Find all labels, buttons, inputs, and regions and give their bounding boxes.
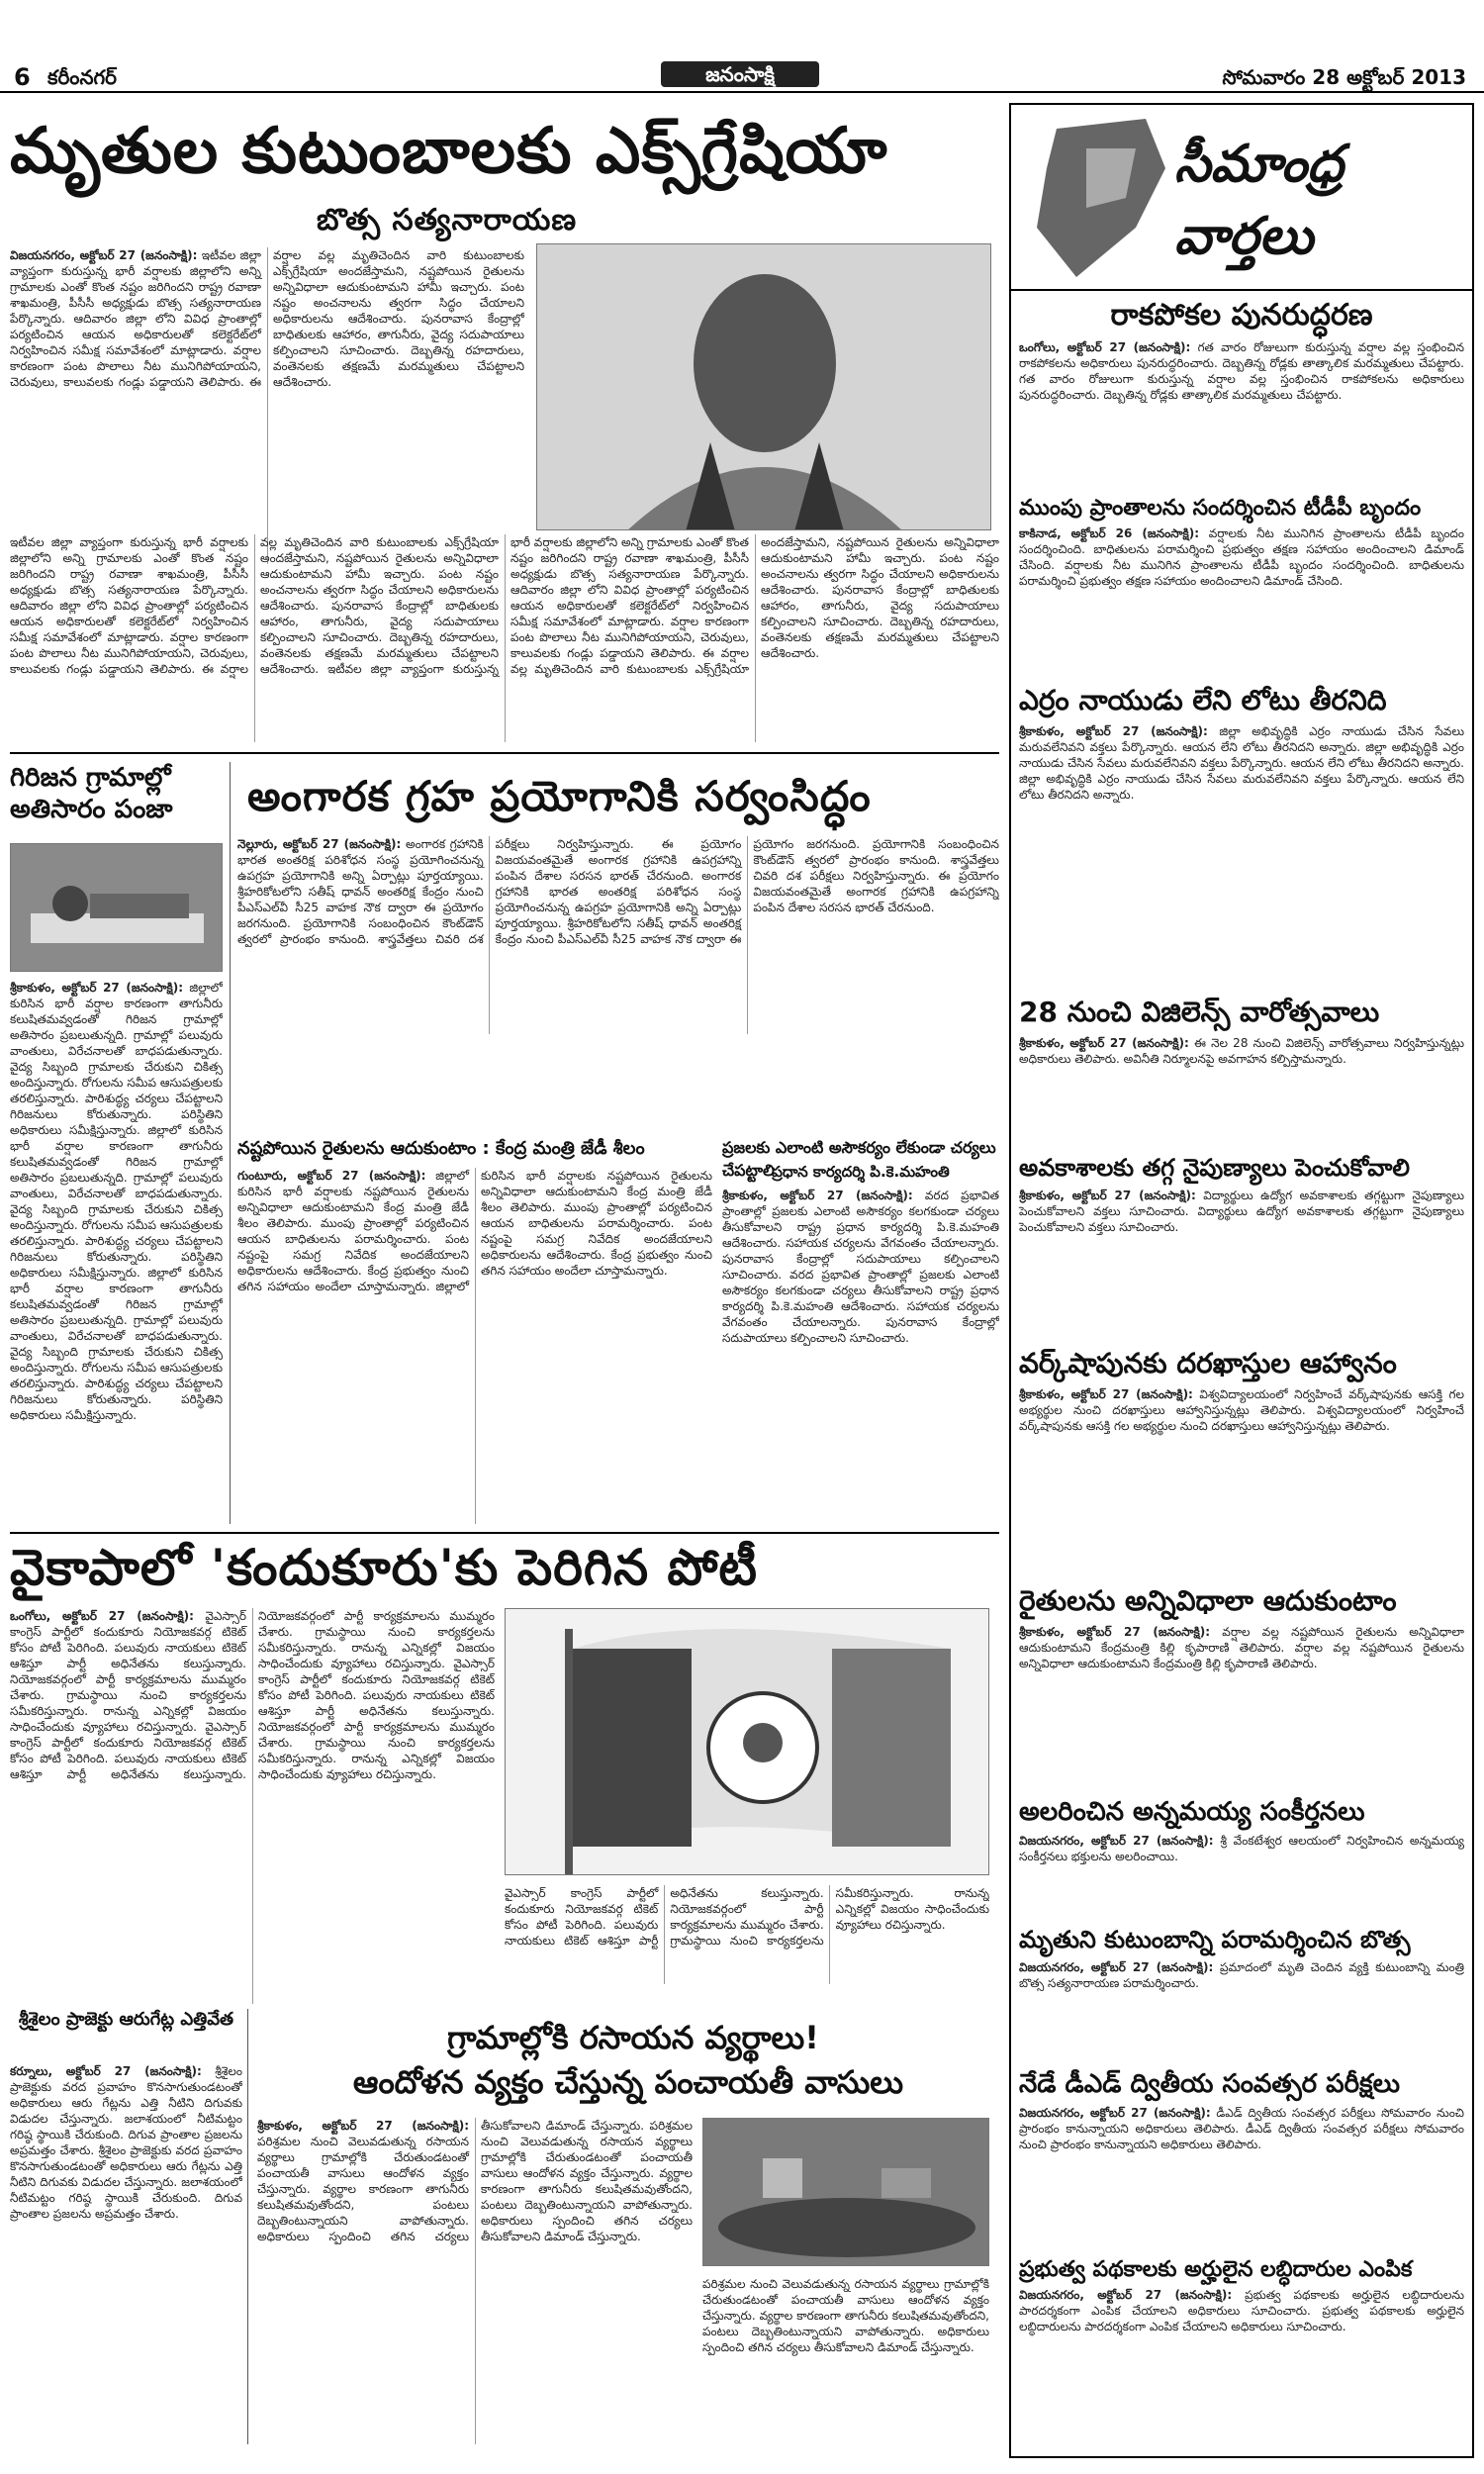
news-item: నేడే డీఎడ్ ద్వితీయ సంవత్సర పరీక్షలు విజయనగరం, అక్టోబర్ 27 (జనంసాక్షి): డీఎడ్ ద్వితీయ సంవత్సర పరీక్షలు సోమవారం నుంచి ప్రారంభం కానున్నాయని అధికారులు తెలిపారు. డీఎడ్ ద్వితీయ సంవత్సర పరీక్షలు సోమవారం నుంచి ప్రారంభం కానున్నాయని అధికారులు తెలిపారు. — [1019, 2069, 1464, 2151]
left-col-body: శ్రీకాకుళం, అక్టోబర్ 27 (జనంసాక్షి): జిల్లాలో కురిసిన భారీ వర్షాల కారణంగా తాగునీరు కలుషితమవ్వడంతో గిరిజన గ్రామాల్లో అతిసారం ప్రబలుతున్నది. గ్రామాల్లో పలువురు వాంతులు, విరేచనాలతో బాధపడుతున్నారు. వైద్య సిబ్బంది గ్రామాలకు చేరుకుని చికిత్స అందిస్తున్నారు. రోగులను సమీప ఆసుపత్రులకు తరలిస్తున్నారు. పారిశుద్ధ్య చర్యలు చేపట్టాలని గిరిజనులు కోరుతున్నారు. పరిస్థితిని అధికారులు సమీక్షిస్తున్నారు. జిల్లాలో కురిసిన భారీ వర్షాల కారణంగా తాగునీరు కలుషితమవ్వడంతో గిరిజన గ్రామాల్లో అతిసారం ప్రబలుతున్నది. గ్రామాల్లో పలువురు వాంతులు, విరేచనాలతో బాధపడుతున్నారు. వైద్య సిబ్బంది గ్రామాలకు చేరుకుని చికిత్స అందిస్తున్నారు. రోగులను సమీప ఆసుపత్రులకు తరలిస్తున్నారు. పారిశుద్ధ్య చర్యలు చేపట్టాలని గిరిజనులు కోరుతున్నారు. పరిస్థితిని అధికారులు సమీక్షిస్తున్నారు. జిల్లాలో కురిసిన భారీ వర్షాల కారణంగా తాగునీరు కలుషితమవ్వడంతో గిరిజన గ్రామాల్లో అతిసారం ప్రబలుతున్నది. గ్రామాల్లో పలువురు వాంతులు, విరేచనాలతో బాధపడుతున్నారు. వైద్య సిబ్బంది గ్రామాలకు చేరుకుని చికిత్స అందిస్తున్నారు. రోగులను సమీప ఆసుపత్రులకు తరలిస్తున్నారు. పారిశుద్ధ్య చర్యలు చేపట్టాలని గిరిజనులు కోరుతున్నారు. పరిస్థితిని అధికారులు సమీక్షిస్తున్నారు. — [10, 981, 223, 1422]
news-item: అవకాశాలకు తగ్గ నైపుణ్యాలు పెంచుకోవాలి శ్రీకాకుళం, అక్టోబర్ 27 (జనంసాక్షి): విద్యార్థులు ఉద్యోగ అవకాశాలకు తగ్గట్టుగా నైపుణ్యాలు పెంచుకోవాలని వక్తలు సూచించారు. విద్యార్థులు ఉద్యోగ అవకాశాలకు తగ్గట్టుగా నైపుణ్యాలు పెంచుకోవాలని వక్తలు సూచించారు. — [1019, 1154, 1464, 1234]
left-col-title: గిరిజన గ్రామాల్లో అతిసారం పంజా — [10, 763, 173, 824]
lead-dateline: విజయనగరం, అక్టోబర్ 27 (జనంసాక్షి): — [10, 248, 198, 262]
patients-photo — [10, 843, 223, 972]
nashtam-body: గుంటూరు, అక్టోబర్ 27 (జనంసాక్షి): జిల్లాలో కురిసిన భారీ వర్షాలకు నష్టపోయిన రైతులను అన్నివిధాలా ఆదుకుంటామని కేంద్ర మంత్రి జేడీ శీలం తెలిపారు. ముంపు ప్రాంతాల్లో పర్యటించిన ఆయన బాధితులను పరామర్శించారు. పంట నష్టంపై సమగ్ర నివేదిక అందజేయాలని అధికారులను ఆదేశించారు. కేంద్ర ప్రభుత్వం నుంచి తగిన సహాయం అందేలా చూస్తామన్నారు. జిల్లాలో కురిసిన భారీ వర్షాలకు నష్టపోయిన రైతులను అన్నివిధాలా ఆదుకుంటామని కేంద్ర మంత్రి జేడీ శీలం తెలిపారు. ముంపు ప్రాంతాల్లో పర్యటించిన ఆయన బాధితులను పరామర్శించారు. పంట నష్టంపై సమగ్ర నివేదిక అందజేయాలని అధికారులను ఆదేశించారు. కేంద్ర ప్రభుత్వం నుంచి తగిన సహాయం అందేలా చూస్తామన్నారు. — [237, 1169, 712, 1293]
ycp-headline: వైకాపాలో 'కందుకూరు'కు పెరిగిన పోటీ — [10, 1539, 759, 1596]
masthead-logo: జనంసాక్షి — [661, 61, 819, 87]
news-item: రైతులను అన్నివిధాలా ఆదుకుంటాం శ్రీకాకుళం, అక్టోబర్ 27 (జనంసాక్షి): వర్షాల వల్ల నష్టపోయిన రైతులను అన్నివిధాలా ఆదుకుంటామని కేంద్రమంత్రి కిల్లి కృపారాణి తెలిపారు. వర్షాల వల్ల నష్టపోయిన రైతులను అన్నివిధాలా ఆదుకుంటామని కేంద్రమంత్రి కిల్లి కృపారాణి తెలిపారు. — [1019, 1584, 1464, 1670]
news-item: ప్రభుత్వ పథకాలకు అర్హులైన లబ్ధిదారుల ఎంపిక విజయనగరం, అక్టోబర్ 27 (జనంసాక్షి): ప్రభుత్వ పథకాలకు అర్హులైన లబ్ధిదారులను పారదర్శకంగా ఎంపిక చేయాలని అధికారులు సూచించారు. ప్రభుత్వ పథకాలకు అర్హులైన లబ్ధిదారులను పారదర్శకంగా ఎంపిక చేయాలని అధికారులు సూచించారు. — [1019, 2257, 1465, 2333]
party-flag-icon — [506, 1609, 989, 1875]
chem-waste-photo — [702, 2118, 989, 2266]
chem-subheadline: ఆందోళన వ్యక్తం చేస్తున్న పంచాయతీ వాసులు — [352, 2063, 904, 2101]
news-item: 28 నుంచి విజిలెన్స్ వారోత్సవాలు శ్రీకాకుళం, అక్టోబర్ 27 (జనంసాక్షి): ఈ నెల 28 నుంచి విజిలెన్స్ వారోత్సవాలు నిర్వహిస్తున్నట్లు అధికారులు తెలిపారు. అవినీతి నిర్మూలనపై అవగాహన కల్పిస్తామన్నారు. — [1019, 996, 1464, 1066]
news-item: అలరించిన అన్నమయ్య సంకీర్తనలు విజయనగరం, అక్టోబర్ 27 (జనంసాక్షి): శ్రీ వేంకటేశ్వర ఆలయంలో నిర్వహించిన అన్నమయ్య సంకీర్తనలు భక్తులను అలరించాయి. — [1019, 1797, 1464, 1863]
lead-headline: మృతుల కుటుంబాలకు ఎక్స్‌గ్రేషియా — [10, 115, 888, 188]
hospital-bed-icon — [11, 844, 223, 972]
news-item: రాకపోకల పునరుద్ధరణ ఒంగోలు, అక్టోబర్ 27 (జనంసాక్షి): గత వారం రోజులుగా కురుస్తున్న వర్షాల వల్ల స్తంభించిన రాకపోకలను అధికారులు పునరుద్ధరించారు. దెబ్బతిన్న రోడ్లకు తాత్కాలిక మరమ్మతులు చేపట్టారు. గత వారం రోజులుగా కురుస్తున్న వర్షాల వల్ల స్తంభించిన రాకపోకలను అధికారులు పునరుద్ధరించారు. దెబ్బతిన్న రోడ్లకు తాత్కాలిక మరమ్మతులు చేపట్టారు. — [1019, 298, 1464, 402]
lead-body-text: ఇటీవల జిల్లా వ్యాప్తంగా కురుస్తున్న భారీ వర్షాలకు జిల్లాలోని అన్ని గ్రామాలకు ఎంతో కొంత నష్టం జరిగిందని రాష్ట్ర రవాణా శాఖమంత్రి, పీసీసీ అధ్యక్షుడు బొత్స సత్యనారాయణ పేర్కొన్నారు. ఆదివారం జిల్లా లోని వివిధ ప్రాంతాల్లో పర్యటించిన ఆయన అధికారులతో కలెక్టరేట్‌లో నిర్వహించిన సమీక్ష సమావేశంలో మాట్లాడారు. వర్షాల కారణంగా పంట పొలాలు నీట మునిగిపోయాయని, చెరువులు, కాలువలకు గండ్లు పడ్డాయని తెలిపారు. ఈ వర్షాల వల్ల మృతిచెందిన వారి కుటుంబాలకు ఎక్స్‌గ్రేషియా అందజేస్తామని, నష్టపోయిన రైతులను అన్నివిధాలా ఆదుకుంటామని హామీ ఇచ్చారు. పంట నష్టం అంచనాలను త్వరగా సిద్ధం చేయాలని అధికారులను ఆదేశించారు. పునరావాస కేంద్రాల్లో బాధితులకు ఆహారం, తాగునీరు, వైద్య సదుపాయాలు కల్పించాలని సూచించారు. దెబ్బతిన్న రహదారులు, వంతెనలకు తక్షణమే మరమ్మతులు చేపట్టాలని ఆదేశించారు. — [10, 248, 524, 389]
seemandhra-box — [1009, 103, 1474, 2458]
page-number: 6 — [14, 63, 31, 91]
issue-date: సోమవారం 28 అక్టోబర్ 2013 — [1222, 65, 1466, 89]
news-item: మృతుని కుటుంబాన్ని పరామర్శించిన బొత్స విజయనగరం, అక్టోబర్ 27 (జనంసాక్షి): ప్రమాదంలో మృతి చెందిన వ్యక్తి కుటుంబాన్ని మంత్రి బొత్స సత్యనారాయణ పరామర్శించారు. — [1019, 1926, 1464, 1990]
ycp-body: ఒంగోలు, అక్టోబర్ 27 (జనంసాక్షి): వైఎస్సార్ కాంగ్రెస్ పార్టీలో కందుకూరు నియోజకవర్గ టికెట్ కోసం పోటీ పెరిగింది. పలువురు నాయకులు టికెట్ ఆశిస్తూ పార్టీ అధినేతను కలుస్తున్నారు. నియోజకవర్గంలో పార్టీ కార్యక్రమాలను ముమ్మరం చేశారు. గ్రామస్థాయి నుంచి కార్యకర్తలను సమీకరిస్తున్నారు. రానున్న ఎన్నికల్లో విజయం సాధించేందుకు వ్యూహాలు రచిస్తున్నారు. వైఎస్సార్ కాంగ్రెస్ పార్టీలో కందుకూరు నియోజకవర్గ టికెట్ కోసం పోటీ పెరిగింది. పలువురు నాయకులు టికెట్ ఆశిస్తూ పార్టీ అధినేతను కలుస్తున్నారు. నియోజకవర్గంలో పార్టీ కార్యక్రమాలను ముమ్మరం చేశారు. గ్రామస్థాయి నుంచి కార్యకర్తలను సమీకరిస్తున్నారు. రానున్న ఎన్నికల్లో విజయం సాధించేందుకు వ్యూహాలు రచిస్తున్నారు. వైఎస్సార్ కాంగ్రెస్ పార్టీలో కందుకూరు నియోజకవర్గ టికెట్ కోసం పోటీ పెరిగింది. పలువురు నాయకులు టికెట్ ఆశిస్తూ పార్టీ అధినేతను కలుస్తున్నారు. నియోజకవర్గంలో పార్టీ కార్యక్రమాలను ముమ్మరం చేశారు. గ్రామస్థాయి నుంచి కార్యకర్తలను సమీకరిస్తున్నారు. రానున్న ఎన్నికల్లో విజయం సాధించేందుకు వ్యూహాలు రచిస్తున్నారు. — [10, 1609, 495, 1781]
lead-body-continued: ఇటీవల జిల్లా వ్యాప్తంగా కురుస్తున్న భారీ వర్షాలకు జిల్లాలోని అన్ని గ్రామాలకు ఎంతో కొంత నష్టం జరిగిందని రాష్ట్ర రవాణా శాఖమంత్రి, పీసీసీ అధ్యక్షుడు బొత్స సత్యనారాయణ పేర్కొన్నారు. ఆదివారం జిల్లా లోని వివిధ ప్రాంతాల్లో పర్యటించిన ఆయన అధికారులతో కలెక్టరేట్‌లో నిర్వహించిన సమీక్ష సమావేశంలో మాట్లాడారు. వర్షాల కారణంగా పంట పొలాలు నీట మునిగిపోయాయని, చెరువులు, కాలువలకు గండ్లు పడ్డాయని తెలిపారు. ఈ వర్షాల వల్ల మృతిచెందిన వారి కుటుంబాలకు ఎక్స్‌గ్రేషియా అందజేస్తామని, నష్టపోయిన రైతులను అన్నివిధాలా ఆదుకుంటామని హామీ ఇచ్చారు. పంట నష్టం అంచనాలను త్వరగా సిద్ధం చేయాలని అధికారులను ఆదేశించారు. పునరావాస కేంద్రాల్లో బాధితులకు ఆహారం, తాగునీరు, వైద్య సదుపాయాలు కల్పించాలని సూచించారు. దెబ్బతిన్న రహదారులు, వంతెనలకు తక్షణమే మరమ్మతులు చేపట్టాలని ఆదేశించారు. ఇటీవల జిల్లా వ్యాప్తంగా కురుస్తున్న భారీ వర్షాలకు జిల్లాలోని అన్ని గ్రామాలకు ఎంతో కొంత నష్టం జరిగిందని రాష్ట్ర రవాణా శాఖమంత్రి, పీసీసీ అధ్యక్షుడు బొత్స సత్యనారాయణ పేర్కొన్నారు. ఆదివారం జిల్లా లోని వివిధ ప్రాంతాల్లో పర్యటించిన ఆయన అధికారులతో కలెక్టరేట్‌లో నిర్వహించిన సమీక్ష సమావేశంలో మాట్లాడారు. వర్షాల కారణంగా పంట పొలాలు నీట మునిగిపోయాయని, చెరువులు, కాలువలకు గండ్లు పడ్డాయని తెలిపారు. ఈ వర్షాల వల్ల మృతిచెందిన వారి కుటుంబాలకు ఎక్స్‌గ్రేషియా అందజేస్తామని, నష్టపోయిన రైతులను అన్నివిధాలా ఆదుకుంటామని హామీ ఇచ్చారు. పంట నష్టం అంచనాలను త్వరగా సిద్ధం చేయాలని అధికారులను ఆదేశించారు. పునరావాస కేంద్రాల్లో బాధితులకు ఆహారం, తాగునీరు, వైద్య సదుపాయాలు కల్పించాలని సూచించారు. దెబ్బతిన్న రహదారులు, వంతెనలకు తక్షణమే మరమ్మతులు చేపట్టాలని ఆదేశించారు. — [10, 535, 999, 676]
state-map-icon — [1017, 109, 1175, 287]
edition-place: కరీంనగర్ — [47, 65, 117, 89]
news-item: ఎర్రం నాయుడు లేని లోటు తీరనిది శ్రీకాకుళం, అక్టోబర్ 27 (జనంసాక్షి): జిల్లా అభివృద్ధికి ఎర్రం నాయుడు చేసిన సేవలు మరువలేనివని వక్తలు పేర్కొన్నారు. ఆయన లేని లోటు తీరనిదని అన్నారు. జిల్లా అభివృద్ధికి ఎర్రం నాయుడు చేసిన సేవలు మరువలేనివని వక్తలు పేర్కొన్నారు. ఆయన లేని లోటు తీరనిదని అన్నారు. జిల్లా అభివృద్ధికి ఎర్రం నాయుడు చేసిన సేవలు మరువలేనివని వక్తలు పేర్కొన్నారు. ఆయన లేని లోటు తీరనిదని అన్నారు. — [1019, 684, 1464, 802]
ycp-flag-photo — [505, 1608, 989, 1875]
srisailam-title: శ్రీశైలం ప్రాజెక్టు ఆరుగేట్ల ఎత్తివేత — [18, 2009, 234, 2030]
mangal-body: నెల్లూరు, అక్టోబర్ 27 (జనంసాక్షి): అంగారక గ్రహానికి భారత అంతరిక్ష పరిశోధన సంస్థ ప్రయోగించనున్న ఉపగ్రహ ప్రయోగానికి అన్ని ఏర్పాట్లు పూర్తయ్యాయి. శ్రీహరికోటలోని సతీష్ ధావన్ అంతరిక్ష కేంద్రం నుంచి పీఎస్‌ఎల్‌వీ సీ25 వాహక నౌక ద్వారా ఈ ప్రయోగం జరగనుంది. ప్రయోగానికి సంబంధించిన కౌంట్‌డౌన్ త్వరలో ప్రారంభం కానుంది. శాస్త్రవేత్తలు చివరి దశ పరీక్షలు నిర్వహిస్తున్నారు. ఈ ప్రయోగం విజయవంతమైతే అంగారక గ్రహానికి ఉపగ్రహాన్ని పంపిన దేశాల సరసన భారత్ చేరనుంది. అంగారక గ్రహానికి భారత అంతరిక్ష పరిశోధన సంస్థ ప్రయోగించనున్న ఉపగ్రహ ప్రయోగానికి అన్ని ఏర్పాట్లు పూర్తయ్యాయి. శ్రీహరికోటలోని సతీష్ ధావన్ అంతరిక్ష కేంద్రం నుంచి పీఎస్‌ఎల్‌వీ సీ25 వాహక నౌక ద్వారా ఈ ప్రయోగం జరగనుంది. ప్రయోగానికి సంబంధించిన కౌంట్‌డౌన్ త్వరలో ప్రారంభం కానుంది. శాస్త్రవేత్తలు చివరి దశ పరీక్షలు నిర్వహిస్తున్నారు. ఈ ప్రయోగం విజయవంతమైతే అంగారక గ్రహానికి ఉపగ్రహాన్ని పంపిన దేశాల సరసన భారత్ చేరనుంది. — [237, 837, 999, 946]
praja-headline: ప్రజలకు ఎలాంటి అసౌకర్యం లేకుండా చర్యలు చేపట్టాలి — [722, 1138, 996, 1180]
praja-body: శ్రీకాకుళం, అక్టోబర్ 27 (జనంసాక్షి): వరద ప్రభావిత ప్రాంతాల్లో ప్రజలకు ఎలాంటి అసౌకర్యం కలగకుండా చర్యలు తీసుకోవాలని రాష్ట్ర ప్రధాన కార్యదర్శి పి.కె.మహంతి ఆదేశించారు. సహాయక చర్యలను వేగవంతం చేయాలన్నారు. పునరావాస కేంద్రాల్లో సదుపాయాలు కల్పించాలని సూచించారు. వరద ప్రభావిత ప్రాంతాల్లో ప్రజలకు ఎలాంటి అసౌకర్యం కలగకుండా చర్యలు తీసుకోవాలని రాష్ట్ర ప్రధాన కార్యదర్శి పి.కె.మహంతి ఆదేశించారు. సహాయక చర్యలను వేగవంతం చేయాలన్నారు. పునరావాస కేంద్రాల్లో సదుపాయాలు కల్పించాలని సూచించారు. — [722, 1189, 999, 1345]
minister-portrait-icon — [537, 244, 991, 530]
mangal-headline: అంగారక గ్రహ ప్రయోగానికి సర్వంసిద్ధం — [247, 772, 872, 820]
chem-body: శ్రీకాకుళం, అక్టోబర్ 27 (జనంసాక్షి): పరిశ్రమల నుంచి వెలువడుతున్న రసాయన వ్యర్థాలు గ్రామాల్లోకి చేరుతుండటంతో పంచాయతీ వాసులు ఆందోళన వ్యక్తం చేస్తున్నారు. వ్యర్థాల కారణంగా తాగునీరు కలుషితమవుతోందని, పంటలు దెబ్బతింటున్నాయని వాపోతున్నారు. అధికారులు స్పందించి తగిన చర్యలు తీసుకోవాలని డిమాండ్ చేస్తున్నారు. పరిశ్రమల నుంచి వెలువడుతున్న రసాయన వ్యర్థాలు గ్రామాల్లోకి చేరుతుండటంతో పంచాయతీ వాసులు ఆందోళన వ్యక్తం చేస్తున్నారు. వ్యర్థాల కారణంగా తాగునీరు కలుషితమవుతోందని, పంటలు దెబ్బతింటున్నాయని వాపోతున్నారు. అధికారులు స్పందించి తగిన చర్యలు తీసుకోవాలని డిమాండ్ చేస్తున్నారు. — [257, 2119, 693, 2243]
praja-subhead: ప్రధాన కార్యదర్శి పి.కె.మహంతి — [772, 1163, 950, 1181]
minister-photo — [536, 243, 991, 530]
waste-dump-icon — [703, 2119, 989, 2266]
chem-headline: గ్రామాల్లోకి రసాయన వ్యర్థాలు! — [447, 2019, 819, 2056]
page-header — [0, 0, 1484, 97]
lead-subhead: బొత్స సత్యనారాయణ — [317, 203, 578, 238]
seemandhra-logo-box — [1011, 105, 1472, 291]
chem-body-continued: పరిశ్రమల నుంచి వెలువడుతున్న రసాయన వ్యర్థాలు గ్రామాల్లోకి చేరుతుండటంతో పంచాయతీ వాసులు ఆందోళన వ్యక్తం చేస్తున్నారు. వ్యర్థాల కారణంగా తాగునీరు కలుషితమవుతోందని, పంటలు దెబ్బతింటున్నాయని వాపోతున్నారు. అధికారులు స్పందించి తగిన చర్యలు తీసుకోవాలని డిమాండ్ చేస్తున్నారు. — [702, 2277, 989, 2354]
news-item: వర్క్‌షాపునకు దరఖాస్తుల ఆహ్వానం శ్రీకాకుళం, అక్టోబర్ 27 (జనంసాక్షి): విశ్వవిద్యాలయంలో నిర్వహించే వర్క్‌షాపునకు ఆసక్తి గల అభ్యర్థుల నుంచి దరఖాస్తులు ఆహ్వానిస్తున్నట్లు తెలిపారు. విశ్వవిద్యాలయంలో నిర్వహించే వర్క్‌షాపునకు ఆసక్తి గల అభ్యర్థుల నుంచి దరఖాస్తులు ఆహ్వానిస్తున్నట్లు తెలిపారు. — [1019, 1347, 1464, 1433]
nashtam-headline: నష్టపోయిన రైతులను ఆదుకుంటాం : కేంద్ర మంత్రి జేడీ శీలం — [237, 1138, 645, 1159]
seemandhra-logo-text: సీమాంధ్ర వార్తలు — [1174, 135, 1344, 266]
news-item: ముంపు ప్రాంతాలను సందర్శించిన టీడీపీ బృందం కాకినాడ, అక్టోబర్ 26 (జనంసాక్షి): వర్షాలకు నీట మునిగిన ప్రాంతాలను టీడీపీ బృందం సందర్శించింది. బాధితులను పరామర్శించి ప్రభుత్వం తక్షణ సహాయం అందించాలని డిమాండ్ చేసింది. వర్షాలకు నీట మునిగిన ప్రాంతాలను టీడీపీ బృందం సందర్శించింది. బాధితులను పరామర్శించి ప్రభుత్వం తక్షణ సహాయం అందించాలని డిమాండ్ చేసింది. — [1019, 496, 1464, 588]
lead-body — [10, 247, 524, 564]
srisailam-body: కర్నూలు, అక్టోబర్ 27 (జనంసాక్షి): శ్రీశైలం ప్రాజెక్టుకు వరద ప్రవాహం కొనసాగుతుండటంతో అధికారులు ఆరు గేట్లను ఎత్తి నీటిని దిగువకు విడుదల చేస్తున్నారు. జలాశయంలో నీటిమట్టం గరిష్ఠ స్థాయికి చేరుకుంది. దిగువ ప్రాంతాల ప్రజలను అప్రమత్తం చేశారు. శ్రీశైలం ప్రాజెక్టుకు వరద ప్రవాహం కొనసాగుతుండటంతో అధికారులు ఆరు గేట్లను ఎత్తి నీటిని దిగువకు విడుదల చేస్తున్నారు. జలాశయంలో నీటిమట్టం గరిష్ఠ స్థాయికి చేరుకుంది. దిగువ ప్రాంతాల ప్రజలను అప్రమత్తం చేశారు. — [10, 2064, 242, 2221]
ycp-body-continued: వైఎస్సార్ కాంగ్రెస్ పార్టీలో కందుకూరు నియోజకవర్గ టికెట్ కోసం పోటీ పెరిగింది. పలువురు నాయకులు టికెట్ ఆశిస్తూ పార్టీ అధినేతను కలుస్తున్నారు. నియోజకవర్గంలో పార్టీ కార్యక్రమాలను ముమ్మరం చేశారు. గ్రామస్థాయి నుంచి కార్యకర్తలను సమీకరిస్తున్నారు. రానున్న ఎన్నికల్లో విజయం సాధించేందుకు వ్యూహాలు రచిస్తున్నారు. — [505, 1886, 989, 1948]
